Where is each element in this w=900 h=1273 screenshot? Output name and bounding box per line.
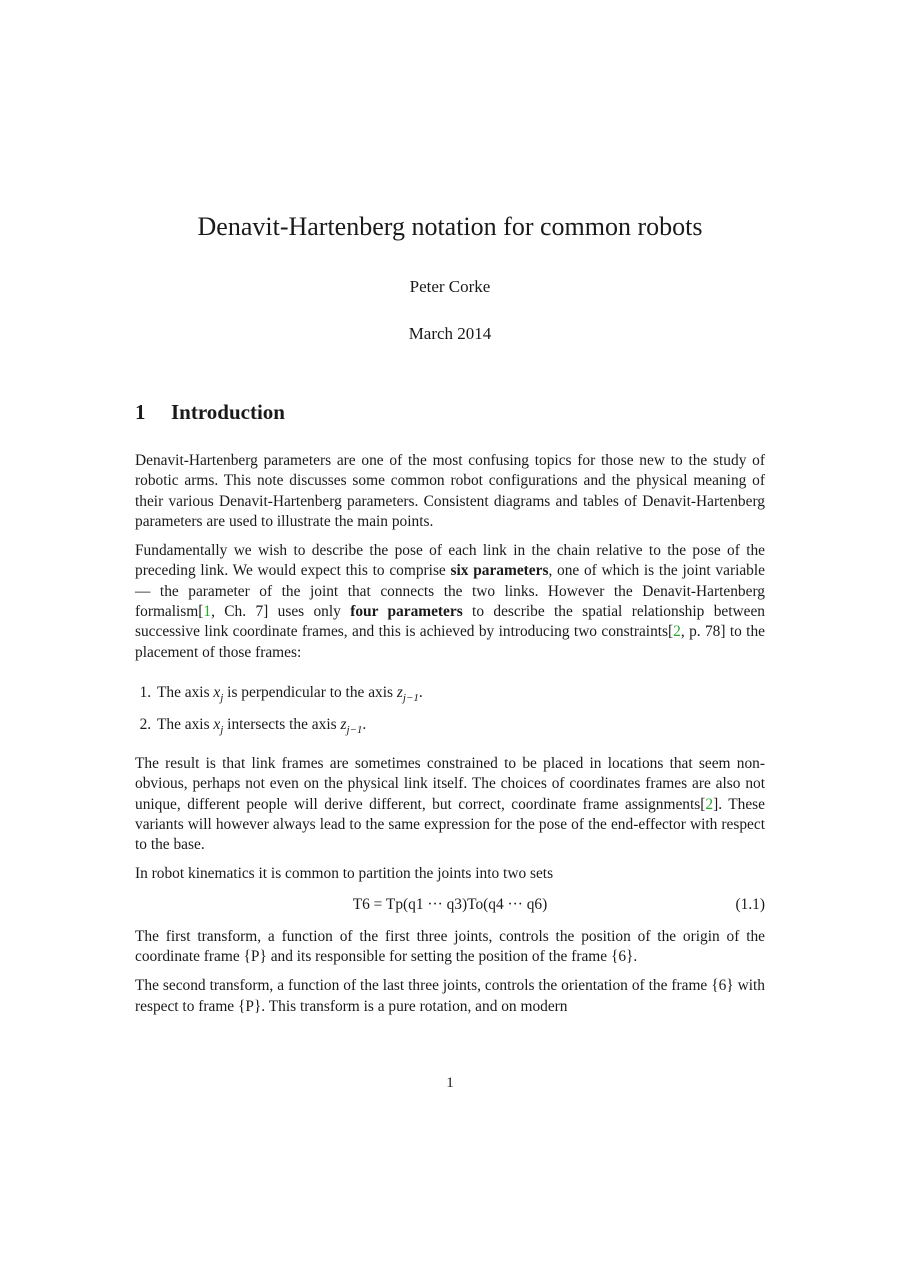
- equation-1-1: [135, 894, 765, 916]
- math-var: z: [340, 715, 347, 733]
- bold-six-parameters: six parameters: [450, 562, 549, 580]
- text-run: The axis: [157, 715, 214, 733]
- text-run: .: [362, 715, 367, 733]
- constraints-list: [135, 683, 765, 735]
- paper-date: March 2014: [408, 324, 492, 343]
- paragraph-4: In robot kinematics it is common to partition the joints into two sets: [135, 865, 554, 883]
- section-title: Introduction: [171, 400, 285, 424]
- math-sub: j: [220, 724, 224, 737]
- math-var: x: [213, 683, 221, 701]
- section-number: 1: [135, 400, 146, 424]
- paper-title: Denavit-Hartenberg notation for common robots: [197, 212, 703, 241]
- page-number: 1: [446, 1075, 454, 1091]
- paragraph-3: [135, 754, 765, 855]
- text-run: to describe the spatial relationship between successive link coordinate frames, and this is achieved by introducing two constraints[: [135, 603, 765, 641]
- paragraph-6: The second transform, a function of the last three joints, controls the orientation of the frame {6} with respect to frame {P}. This transform is a pure rotation, and on modern: [135, 977, 765, 1015]
- text-run: Fundamentally we wish to describe the pose of each link in the chain relative to the pose of the preceding link. We would expect this to comprise: [135, 542, 765, 580]
- bold-four-parameters: four parameters: [350, 603, 463, 621]
- text-run: ]. These variants will however always lead to the same expression for the pose of the end-effector with respect to the base.: [135, 795, 765, 854]
- text-run: .: [418, 683, 423, 701]
- text-run: , Ch. 7] uses only: [211, 603, 351, 621]
- math-sub: j−1: [402, 692, 419, 705]
- math-var: x: [213, 715, 221, 733]
- paragraph-5: The first transform, a function of the first three joints, controls the position of the origin of the coordinate frame {P} and its responsible for setting the position of the frame {6}.: [135, 927, 765, 966]
- text-run: intersects the axis: [223, 715, 341, 733]
- equation-body: [135, 894, 765, 916]
- text-run: , p. 78] to the placement of those frames:: [135, 623, 765, 661]
- paragraph-2: [135, 541, 765, 663]
- text-run: The axis: [157, 683, 214, 701]
- citation-link-2[interactable]: 2: [673, 623, 681, 641]
- body-text: [135, 451, 765, 1026]
- citation-link-1[interactable]: 1: [203, 603, 212, 621]
- section-heading: [135, 398, 285, 426]
- text-run: is perpendicular to the axis: [223, 683, 397, 701]
- equation-text: T6 = Tp(q1 ··· q3)To(q4 ··· q6): [352, 895, 548, 913]
- text-run: The result is that link frames are sometimes constrained to be placed in locations that seem non-obvious, perhaps not even on the physical link itself. The choices of coordinates frames are also not unique, different people will derive different, but correct, coordinate frame assignments[: [135, 754, 765, 813]
- math-var: z: [396, 683, 403, 701]
- paragraph-1: Denavit-Hartenberg parameters are one of the most confusing topics for those new to the study of robotic arms. This note discusses some common robot configurations and the physical meaning of their various Denavit-Hartenberg parameters. Consistent diagrams and tables of Denavit-Hartenberg parameters are used to illustrate the main points.: [135, 452, 765, 530]
- list-item: [155, 715, 765, 735]
- citation-link-3[interactable]: 2: [705, 795, 714, 813]
- math-sub: j: [220, 692, 224, 705]
- equation-number: (1.1): [735, 895, 765, 913]
- paper-author: Peter Corke: [409, 277, 491, 296]
- text-run: , one of which is the joint variable — the parameter of the joint that connects the two links. However the Denavit-Hartenberg formalism[: [135, 562, 765, 621]
- math-sub: j−1: [346, 724, 363, 737]
- list-item: [155, 683, 765, 703]
